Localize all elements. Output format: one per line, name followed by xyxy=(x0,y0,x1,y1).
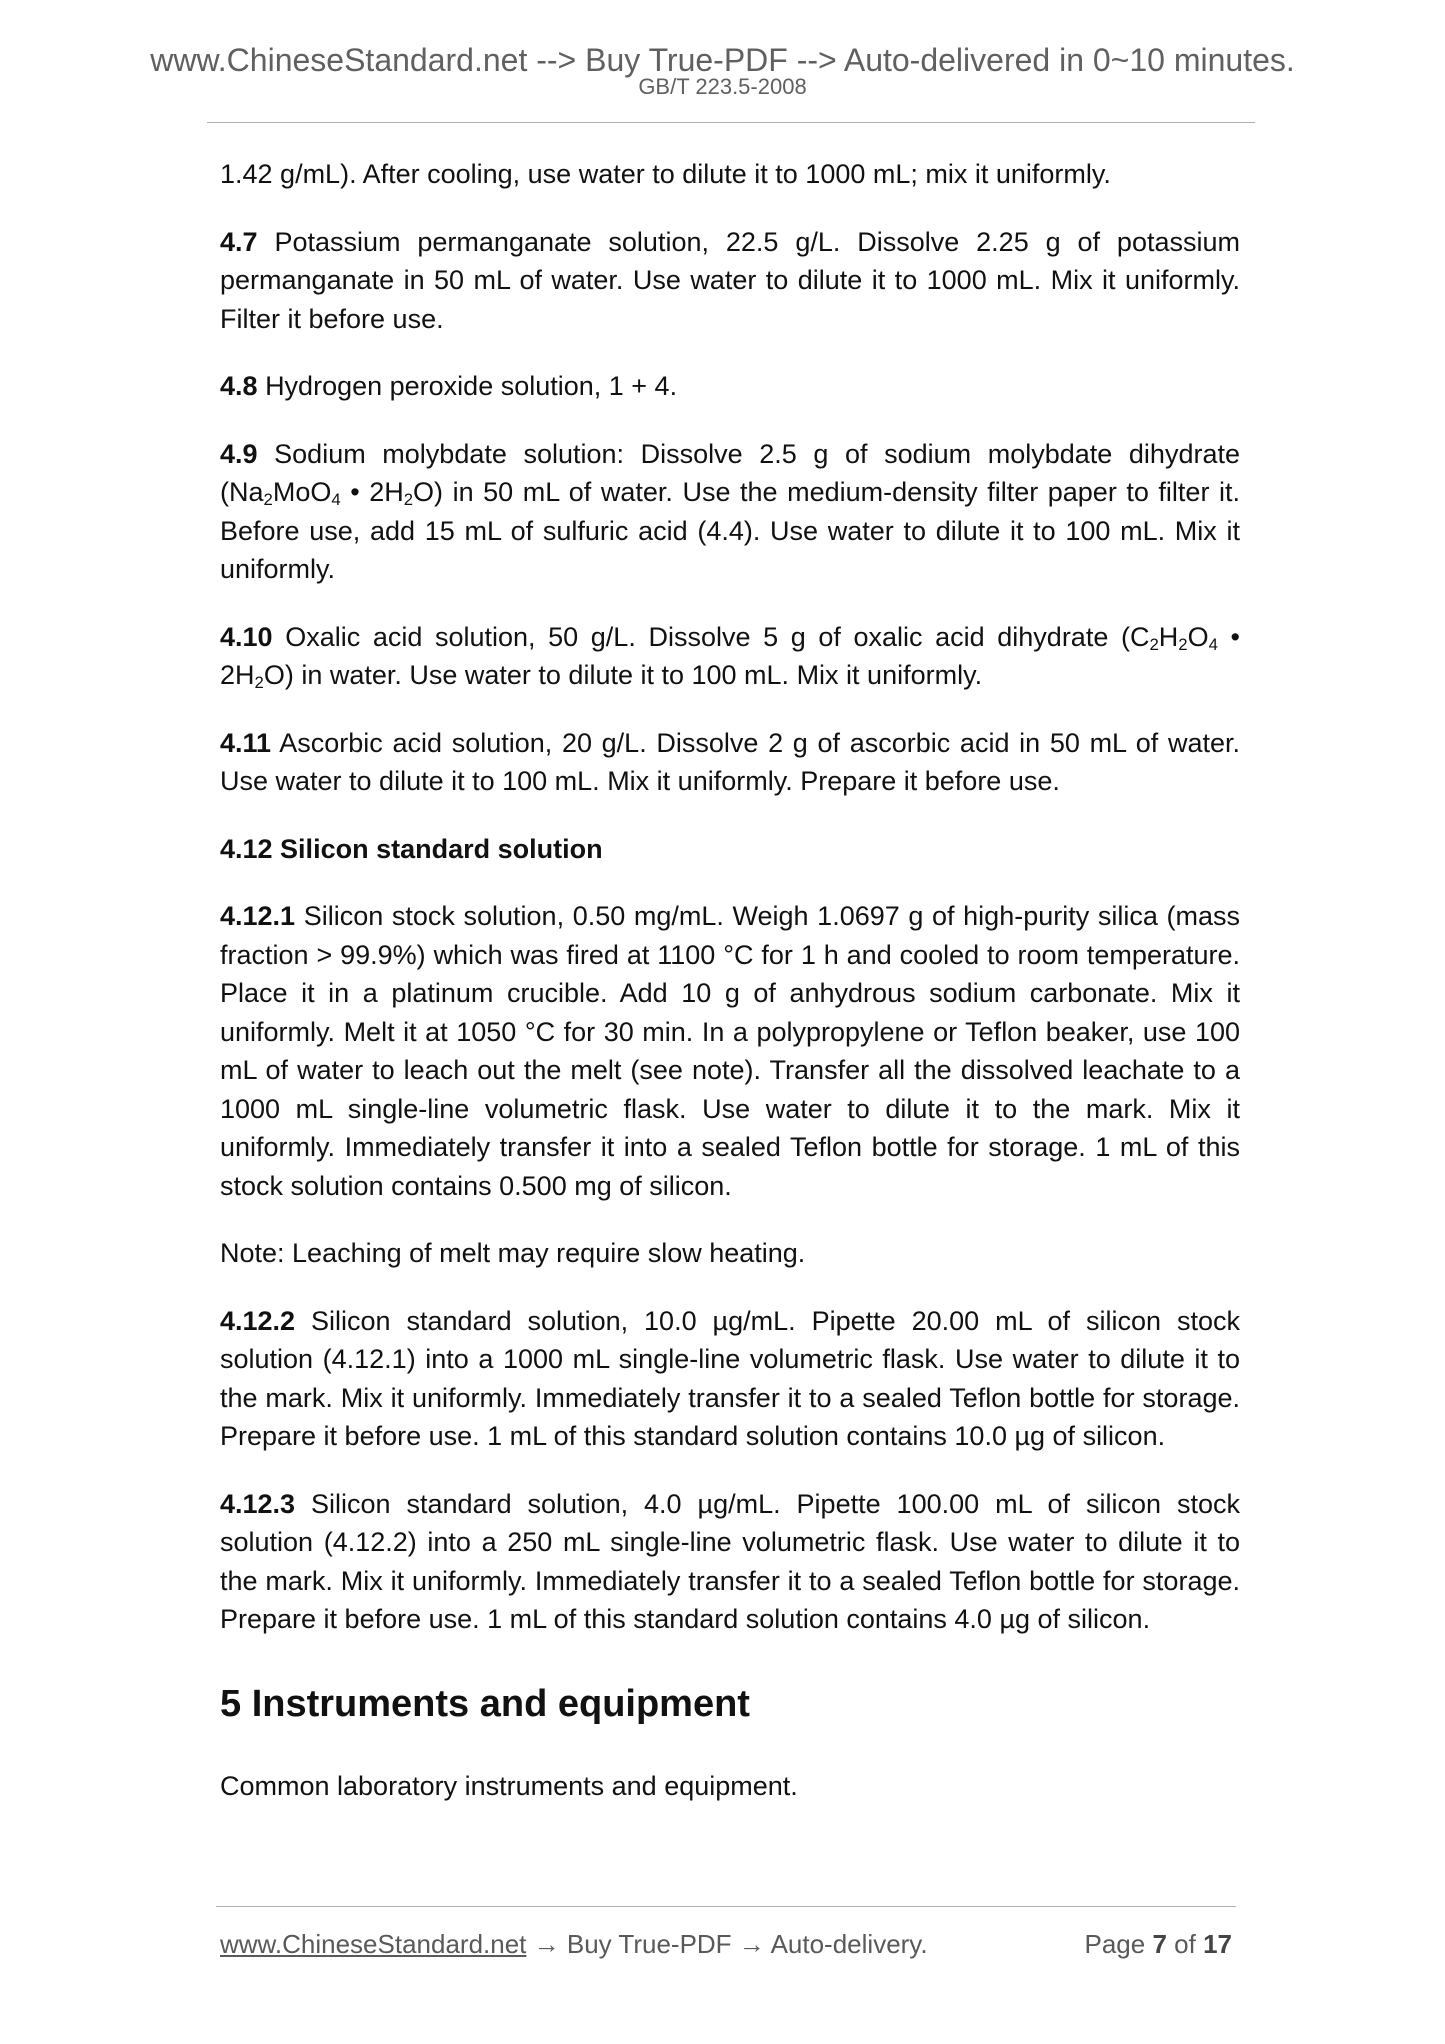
clause-number: 4.12.1 xyxy=(220,901,296,931)
note: Note: Leaching of melt may require slow heating. xyxy=(220,1238,806,1268)
clause-number: 4.11 xyxy=(220,727,272,758)
header-divider xyxy=(207,122,1255,123)
clause-4-8 xyxy=(220,367,1240,406)
section-5-heading: 5 Instruments and equipment xyxy=(220,1682,750,1725)
footer-promo xyxy=(220,1928,928,1960)
current-page: 7 xyxy=(1152,1929,1167,1959)
clause-number: 4.9 xyxy=(220,438,258,469)
top-banner: www.ChineseStandard.net --> Buy True-PDF --> Auto-delivered in 0~10 minutes. xyxy=(150,42,1295,78)
clause-text: Silicon standard solution, 10.0 µg/mL. Pipette 20.00 mL of silicon stock solution (4.12.1) into a 1000 mL single-line volumetric flask. Use water to dilute it to the mark. Mix it uniformly. Immediately transfer it to a sealed Teflon bottle for storage. Prepare it before use. 1 mL of this standard solution contains 10.0 µg of silicon. xyxy=(220,1305,1240,1451)
clause-4-12-heading: 4.12 Silicon standard solution xyxy=(220,833,603,864)
clause-text: Ascorbic acid solution, 20 g/L. Dissolve 2 g of ascorbic acid in 50 mL of water. Use water to dilute it to 100 mL. Mix it uniformly. Prepare it before use. xyxy=(220,727,1241,796)
section-5-text: Common laboratory instruments and equipment. xyxy=(220,1770,798,1801)
clause-text: Silicon standard solution, 4.0 µg/mL. Pipette 100.00 mL of silicon stock solution (4.12.2) into a 250 mL single-line volumetric flask. Use water to dilute it to the mark. Mix it uniformly. Immediately transfer it to a sealed Teflon bottle for storage. Prepare it before use. 1 mL of this standard solution contains 4.0 µg of silicon. xyxy=(220,1488,1240,1634)
clause-4-12-3 xyxy=(220,1485,1240,1639)
footer-divider xyxy=(216,1906,1236,1907)
page-number: Page 7 of 17 xyxy=(1084,1929,1232,1959)
clause-4-11 xyxy=(220,724,1240,801)
paragraph-continuation: 1.42 g/mL). After cooling, use water to dilute it to 1000 mL; mix it uniformly. xyxy=(220,159,1111,189)
clause-4-10: 4.10 Oxalic acid solution, 50 g/L. Dissolve 5 g of oxalic acid dihydrate ($C_2H_2O_4$ • $2H_2O$) in water. Use water to dilute it to 100 mL. Mix it uniformly. xyxy=(220,621,1240,693)
clause-number: 4.7 xyxy=(220,226,258,257)
clause-4-12-2 xyxy=(220,1302,1240,1456)
clause-number: 4.12.3 xyxy=(220,1488,296,1519)
standard-code: GB/T 223.5-2008 xyxy=(638,74,807,99)
clause-text: Hydrogen peroxide solution, 1 + 4. xyxy=(265,371,678,401)
clause-4-12-1 xyxy=(220,897,1240,1205)
clause-number: 4.8 xyxy=(220,371,258,401)
footer-website-link[interactable]: www.ChineseStandard.net xyxy=(220,1929,527,1959)
footer-tagline: → Buy True-PDF → Auto-delivery. xyxy=(526,1929,928,1959)
clause-number: 4.12.2 xyxy=(220,1305,296,1336)
clause-text: Silicon stock solution, 0.50 mg/mL. Weigh 1.0697 g of high-purity silica (mass fraction > 99.9%) which was fired at 1100 °C for 1 h and cooled to room temperature. Place it in a platinum crucible. Add 10 g of anhydrous sodium carbonate. Mix it uniformly. Melt it at 1050 °C for 30 min. In a polypropylene or Teflon beaker, use 100 mL of water to leach out the melt (see note). Transfer all the dissolved leachate to a 1000 mL single-line volumetric flask. Use water to dilute it to the mark. Mix it uniformly. Immediately transfer it into a sealed Teflon bottle for storage. 1 mL of this stock solution contains 0.500 mg of silicon. xyxy=(220,901,1240,1201)
clause-4-7 xyxy=(220,223,1240,339)
clause-number: 4.10 xyxy=(220,621,273,652)
total-pages: 17 xyxy=(1203,1929,1232,1959)
clause-4-9: 4.9 Sodium molybdate solution: Dissolve 2.5 g of sodium molybdate dihydrate ($Na_2MoO_4$ • $2H_2O$) in 50 mL of water. Use the medium-density filter paper to filter it. Before use, add 15 mL of sulfuric acid (4.4). Use water to dilute it to 100 mL. Mix it uniformly. xyxy=(220,438,1240,584)
document-body xyxy=(220,155,1240,1834)
clause-text: Potassium permanganate solution, 22.5 g/L. Dissolve 2.25 g of potassium permanganate in 50 mL of water. Use water to dilute it to 1000 mL. Mix it uniformly. Filter it before use. xyxy=(220,226,1240,334)
